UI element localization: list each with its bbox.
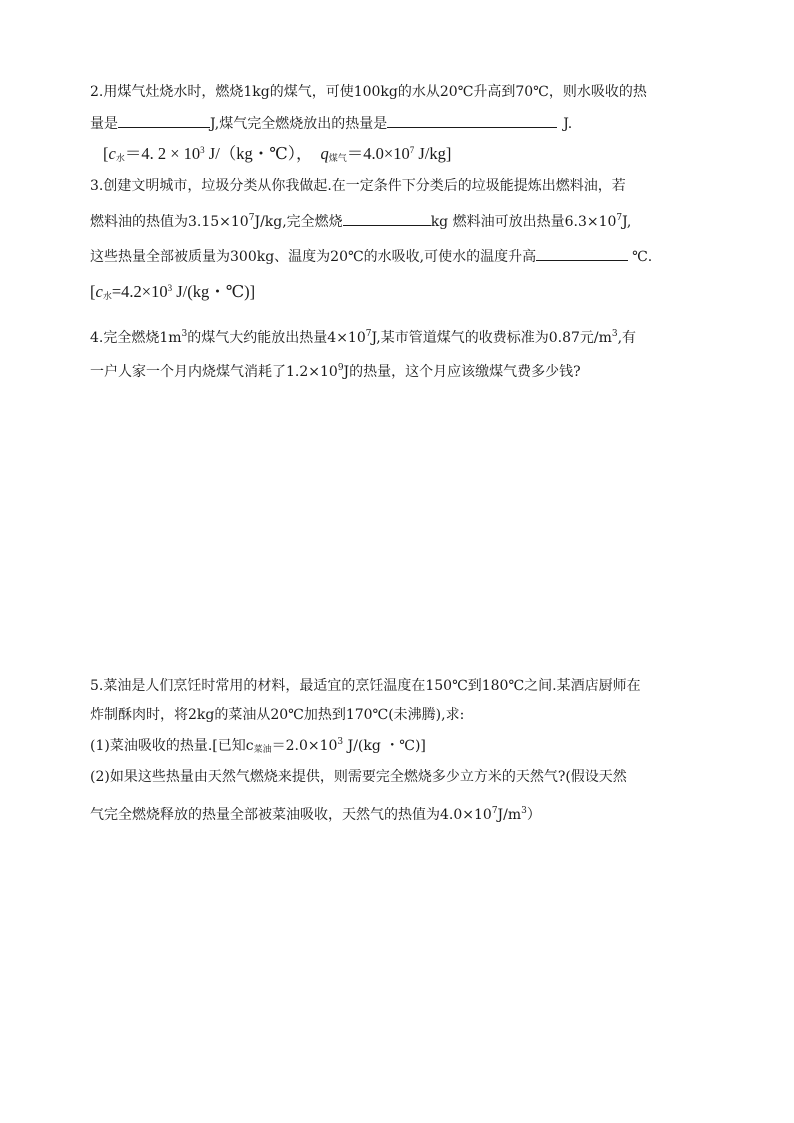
- q4-text: ,有: [617, 330, 637, 346]
- q3-text: 燃料油的热值为3.15×10: [90, 214, 249, 230]
- q2-text: J.: [563, 116, 573, 132]
- q4-text: 一户人家一个月内烧煤气消耗了1.2×10: [90, 364, 338, 380]
- exponent: 3: [181, 329, 188, 339]
- q5-text: 5.菜油是人们烹饪时常用的材料，最适宜的烹饪温度在150℃到180℃之间.某酒店厨师在: [90, 678, 641, 694]
- subscript: 煤气: [328, 153, 347, 163]
- q5-text: (1)菜油吸收的热量.[已知c: [90, 738, 254, 754]
- q3-line-2: [90, 211, 631, 233]
- q2-text: J,煤气完全燃烧放出的热量是: [210, 116, 388, 132]
- q3-formula: [90, 281, 255, 307]
- symbol-c: c: [95, 282, 103, 301]
- q2-answer-blank-1[interactable]: [118, 113, 210, 128]
- q3-text: 3.创建文明城市，垃圾分类从你我做起.在一定条件下分类后的垃圾能提炼出燃料油，若: [90, 178, 626, 194]
- q4-line-1: [90, 327, 636, 349]
- exponent: 7: [365, 329, 372, 339]
- formula-unit: J/(kg・℃)]: [172, 282, 256, 301]
- q5-line-4: [90, 766, 627, 788]
- q5-text: 气完全燃烧释放的热量全部被菜油吸收，天然气的热值为4.0×10: [90, 807, 492, 823]
- symbol-q: q: [320, 144, 329, 163]
- exponent: 3: [521, 806, 527, 816]
- q3-text: kg 燃料油可放出热量6.3×10: [430, 214, 617, 230]
- q2-formula: [103, 143, 451, 169]
- exponent: 7: [409, 145, 415, 155]
- q2-text: 2.用煤气灶烧水时，燃烧1kg的煤气，可使100kg的水从20℃升高到70℃，则水吸收的热: [90, 84, 647, 100]
- q3-answer-blank-2[interactable]: [536, 246, 628, 261]
- symbol-c: c: [108, 144, 116, 163]
- q5-text: J/(kg ・℃)]: [343, 738, 426, 754]
- q5-text: 炸制酥肉时，将2kg的菜油从20℃加热到170℃(未沸腾),求:: [90, 707, 465, 723]
- q5-line-5: [90, 804, 541, 826]
- formula-unit: J/（kg・℃），: [204, 144, 313, 163]
- exponent: 3: [611, 329, 618, 339]
- q3-answer-blank-1[interactable]: [343, 211, 431, 226]
- exponent: 3: [200, 145, 205, 155]
- formula-unit: J/kg]: [414, 144, 452, 163]
- q3-text: ℃.: [632, 249, 653, 265]
- bracket: [: [103, 144, 109, 163]
- q2-text: 量是: [90, 116, 118, 132]
- q5-text: ）: [526, 807, 541, 823]
- q3-text: J/kg,完全燃烧: [254, 214, 343, 230]
- exponent: 3: [167, 283, 173, 293]
- q5-text: (2)如果这些热量由天然气燃烧来提供，则需要完全燃烧多少立方米的天然气?(假设天然: [90, 769, 627, 785]
- q2-line-1: [90, 81, 647, 103]
- q5-text: ＝2.0×10: [271, 738, 338, 754]
- q5-line-3: [90, 735, 426, 761]
- exponent: 3: [337, 737, 344, 747]
- q2-answer-blank-2[interactable]: [387, 113, 557, 128]
- exponent: 9: [337, 363, 344, 373]
- exponent: 7: [248, 213, 255, 223]
- q3-text: 这些热量全部被质量为300kg、温度为20℃的水吸收,可使水的温度升高: [90, 249, 537, 265]
- q5-line-2: [90, 704, 464, 726]
- q5-line-1: [90, 675, 641, 697]
- q5-text: J/m: [497, 807, 522, 823]
- formula-value: =4.2×10: [111, 282, 168, 301]
- subscript: 菜油: [253, 745, 272, 755]
- bracket: [: [90, 282, 96, 301]
- q4-text: 的煤气大约能放出热量4×10: [187, 330, 366, 346]
- subscript: 水: [102, 291, 112, 301]
- exponent: 7: [491, 806, 498, 816]
- exponent: 7: [616, 213, 623, 223]
- formula-value: ＝4.0×10: [346, 144, 410, 163]
- q3-line-3: [90, 246, 652, 268]
- q4-text: J的热量，这个月应该缴煤气费多少钱?: [343, 364, 581, 380]
- formula-value: ＝4. 2 × 10: [124, 144, 201, 163]
- q2-line-2: [90, 113, 572, 135]
- q4-text: J,某市管道煤气的收费标准为0.87元/m: [371, 330, 612, 346]
- q4-text: 4.完全燃烧1m: [90, 330, 182, 346]
- q3-line-1: [90, 175, 626, 197]
- q4-line-2: [90, 361, 581, 383]
- subscript: 水: [115, 153, 125, 163]
- q3-text: J,: [622, 214, 632, 230]
